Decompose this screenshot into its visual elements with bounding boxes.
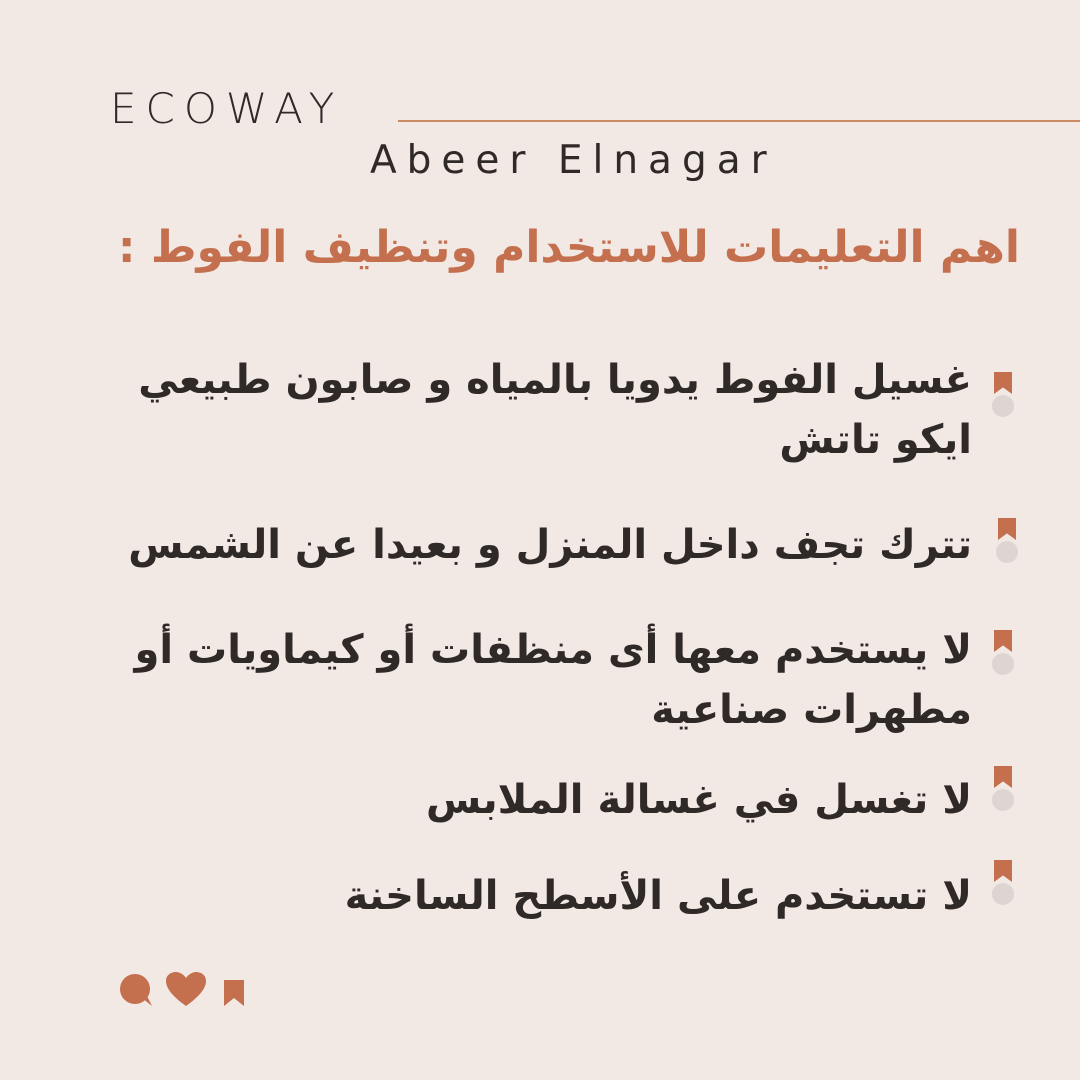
list-item-text: تترك تجف داخل المنزل و بعيدا عن الشمس	[128, 522, 972, 568]
list-item-text: لا تستخدم على الأسطح الساخنة	[344, 873, 972, 919]
bookmark-bullet-icon	[992, 630, 1014, 676]
list-item-text: لا تغسل في غسالة الملابس	[426, 777, 972, 823]
instructions-heading: اهم التعليمات للاستخدام وتنظيف الفوط :	[117, 222, 1020, 273]
heart-icon[interactable]	[166, 972, 206, 1008]
list-item-text: غسيل الفوط يدويا بالمياه و صابون طبيعي ايكو تاتش	[138, 357, 972, 463]
comment-icon[interactable]	[118, 972, 154, 1008]
footer-icons	[118, 970, 258, 1010]
bookmark-bullet-icon	[996, 518, 1018, 564]
brand-title: ECOWAY	[110, 84, 344, 133]
list-item-text: لا يستخدم معها أى منظفات أو كيماويات أو مطهرات صناعية	[134, 627, 972, 733]
header-divider	[398, 120, 1080, 122]
bookmark-bullet-icon	[992, 766, 1014, 812]
author-name: Abeer Elnagar	[370, 138, 777, 183]
bookmark-bullet-icon	[992, 860, 1014, 906]
bookmark-bullet-icon	[992, 372, 1014, 418]
bookmark-icon[interactable]	[222, 980, 246, 1006]
